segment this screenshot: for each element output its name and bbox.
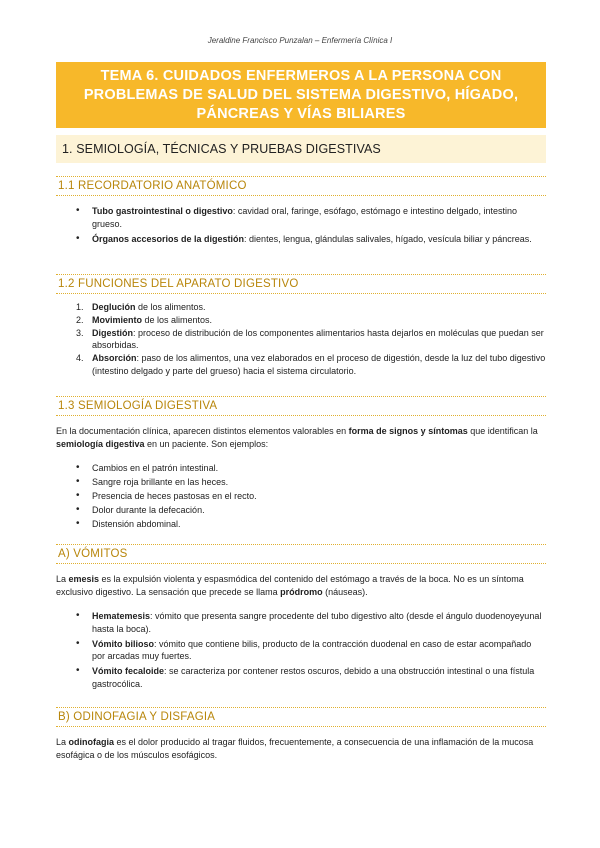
term: Órganos accesorios de la digestión xyxy=(92,233,245,244)
item-number: 2. xyxy=(76,314,84,325)
term: Tubo gastrointestinal o digestivo xyxy=(92,206,233,216)
term: Digestión xyxy=(92,327,134,338)
list-item: • Presencia de heces pastosas en el recto. xyxy=(56,489,546,503)
definition: : proceso de distribución de los componentes alimentarios hasta dejarlos en moléculas que puedan ser absorbidas. xyxy=(92,327,544,351)
list-item: • Distensión abdominal. xyxy=(56,517,546,531)
definition: : cavidad oral, faringe, esófago, estómago e intestino delgado, intestino grueso. xyxy=(92,206,518,229)
chapter-title-line: PÁNCREAS Y VÍAS BILIARES xyxy=(196,106,406,122)
definition: : se caracteriza por contener restos oscuros, debido a una obstrucción intestinal o una fístula gastrocólica. xyxy=(92,666,535,689)
item-number: 3. xyxy=(76,327,84,338)
list-item xyxy=(56,327,546,353)
paragraph: En la documentación clínica, aparecen distintos elementos valorables en forma de signos y síntomas que identifican la semiología digestiva en un paciente. Son ejemplos: xyxy=(56,426,538,449)
item-number: 4. xyxy=(76,353,84,364)
section-heading: 1. SEMIOLOGÍA, TÉCNICAS Y PRUEBAS DIGESTIVAS xyxy=(56,135,546,163)
numbered-list xyxy=(56,301,546,378)
definition: de los alimentos. xyxy=(142,314,213,325)
term: Deglución xyxy=(92,302,136,312)
definition: : paso de los alimentos, una vez elaborados en el proceso de digestión, desde la luz del tubo digestivo (intestino delgado y parte del grueso) hacia el sistema circulatorio. xyxy=(92,353,546,376)
bullet-list xyxy=(56,610,546,691)
bullet-list xyxy=(56,205,546,245)
subsection-heading: 1.2 FUNCIONES DEL APARATO DIGESTIVO xyxy=(56,274,546,294)
bullet-list xyxy=(56,461,546,531)
subsection-heading: 1.1 RECORDATORIO ANATÓMICO xyxy=(56,176,546,196)
definition: : dientes, lengua, glándulas salivales, hígado, vesícula biliar y páncreas. xyxy=(244,233,532,244)
term: Absorción xyxy=(92,353,137,364)
definition: : vómito que presenta sangre procedente del tubo digestivo alto (desde el ángulo duodenoyeyunal hasta la boca). xyxy=(92,611,542,634)
subsection-heading: B) ODINOFAGIA Y DISFAGIA xyxy=(56,707,546,727)
term: Vómito bilioso xyxy=(92,638,154,649)
term: Vómito fecaloide xyxy=(92,666,165,677)
subsection-heading: A) VÓMITOS xyxy=(56,544,546,564)
item-number: 1. xyxy=(76,302,84,312)
subsection-heading: 1.3 SEMIOLOGÍA DIGESTIVA xyxy=(56,396,546,416)
term: Movimiento xyxy=(92,314,143,325)
term: Hematemesis xyxy=(92,611,151,621)
list-item xyxy=(56,205,546,231)
page-header: Jeraldine Francisco Punzalan – Enfermería Clínica I xyxy=(207,36,393,45)
definition: de los alimentos. xyxy=(135,302,206,312)
list-item xyxy=(56,233,546,246)
paragraph: La odinofagia es el dolor producido al tragar fluidos, frecuentemente, a consecuencia de una inflamación de la mucosa esofágica o de los músculos esofágicos. xyxy=(56,737,534,760)
chapter-title-line: PROBLEMAS DE SALUD DEL SISTEMA DIGESTIVO, HÍGADO, xyxy=(83,87,519,103)
list-item xyxy=(56,665,546,691)
paragraph: La emesis es la expulsión violenta y espasmódica del contenido del estómago a través de la boca. No es un síntoma exclusivo digestivo. La sensación que precede se llama pródromo (náuseas). xyxy=(56,574,524,597)
chapter-title-banner xyxy=(56,62,546,128)
list-item xyxy=(56,301,546,314)
list-item: • Sangre roja brillante en las heces. xyxy=(56,475,546,489)
list-item: • Cambios en el patrón intestinal. xyxy=(56,461,546,475)
list-item xyxy=(56,610,546,636)
chapter-title-line: TEMA 6. CUIDADOS ENFERMEROS A LA PERSONA CON xyxy=(100,68,502,84)
list-item xyxy=(56,314,546,327)
definition: : vómito que contiene bilis, producto de la contracción duodenal en caso de estar acompañado por arcadas muy fuertes. xyxy=(92,638,532,662)
list-item: • Dolor durante la defecación. xyxy=(56,503,546,517)
list-item xyxy=(56,352,546,378)
list-item xyxy=(56,638,546,664)
